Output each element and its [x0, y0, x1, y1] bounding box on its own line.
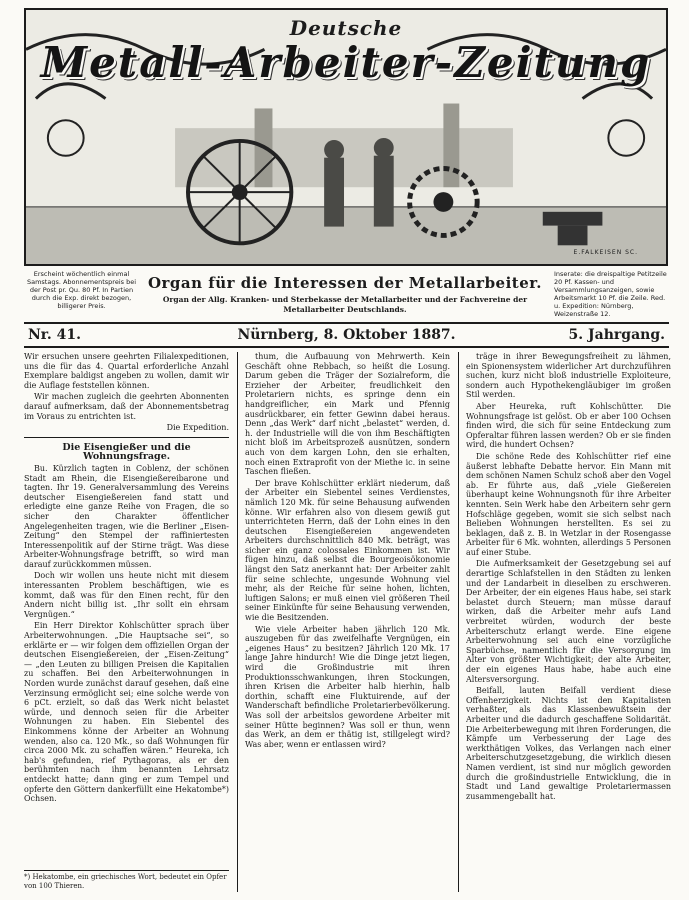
column-1	[24, 352, 229, 892]
column-3	[466, 352, 671, 892]
article-headline: Die Eisengießer und die Wohnungsfrage.	[62, 441, 191, 463]
expedition-signature: Die Expedition.	[166, 423, 229, 433]
issue-line	[24, 322, 669, 348]
article-paragraph: Doch wir wollen uns heute nicht mit diesem interessanten Problem beschäftigen, wie es kommt, daß was für den Einen recht, für den Andern nicht billig ist. „Ihr sollt ein ehrsam Vergnügen.“	[24, 571, 229, 619]
article-paragraph: Ein Herr Direktor Kohlschütter sprach über Arbeiterwohnungen. „Die Hauptsache sei“, so erklärte er — wir folgen dem offiziellen Organ der deutschen Eisengießereien, der „Eisen-Zeitung“ — „den Leuten zu billigen Preisen die Kapitalien zu schaffen. Bei den Arbeiterwohnungen in Norden wurde zunächst darauf gesehen, daß eine Verzinsung ermöglicht sei; eine solche werde von 6 pCt. erzielt, so daß das Werk nicht belastet würde, und dennoch seien für die Arbeiter Wohnungen zu haben. Ein Siebentel des Einkommens könne der Arbeiter an Wohnung wenden, also ca. 120 Mk., so daß Wohnungen für circa 2000 Mk. zu schaffen wären.“ Heureka, ich hab's gefunden, rief Pythagoras, als er den berühmten nach ihm benannten Lehrsatz entdeckt hatte; dann ging er zum Tempel und opferte den Göttern dankerfüllt eine Hekatombe*) Ochsen.	[24, 621, 229, 804]
column-rule	[458, 352, 459, 892]
article-paragraph: Die schöne Rede des Kohlschütter rief eine äußerst lebhafte Debatte hervor. Ein Mann mit dem schönen Namen Schulz schoß aber den Vogel ab. Er führte aus, daß „viele Gießereien überhaupt keine Wohnungsnoth für ihre Arbeiter kennten. Sein Werk habe den Arbeitern sehr gern Hofschläge gegeben, womit sie sich selbst nach Belieben Wohnungen herstellten. Es sei zu beklagen, daß z. B. in Wetzlar in der Rosengasse Arbeiter für 6 Mk. wohnten, allerdings 5 Personen auf einer Stube.	[466, 451, 671, 557]
article-paragraph: Der brave Kohlschütter erklärt niederum, daß der Arbeiter ein Siebentel seines Verdienstes, nämlich 120 Mk. für seine Behausung aufwenden könne. Wir erfahren also von diesem gewiß gut unterrichteten Herrn, daß der Lohn eines in den deutschen Eisengießereien angewendeten Arbeiters durchschnittlich 840 Mk. beträgt, was sicher ein ganz colossales Einkommen ist. Wir fügen hinzu, daß selbst die Bourgeoisökonomie längst den Satz anerkannt hat: Der Arbeiter zahlt für seine schlechte, ungesunde Wohnung viel mehr, als der Reiche für seine hohen, lichten, luftigen Salons; er muß einen viel größeren Theil seiner Einkünfte für seine Behausung verwenden, wie die Besitzenden.	[245, 478, 450, 623]
masthead-title: Metall-Arbeiter-Zeitung	[40, 38, 652, 87]
issue-number: Nr. 41.	[28, 327, 81, 343]
column-2	[245, 352, 450, 892]
masthead-pretitle: Deutsche	[289, 16, 403, 40]
organ-tagline: Organ für die Interessen der Metallarbeiter.	[147, 274, 543, 292]
article-paragraph: Die Aufmerksamkeit der Gesetzgebung sei auf derartige Schlafstellen in den Städten zu lenken und der Landarbeit in dieselben zu erschweren. Der Arbeiter, der ein eigenes Haus habe, sei stark belastet durch Steuern; man müsse darauf wirken, daß die Arbeiter mehr aufs Land verbreitet würden, wodurch der beste Arbeiterschutz erlangt werde. Eine eigene Arbeiterwohnung sei auch eine vorzügliche Sparbüchse, namentlich für die Versorgung im Alter von größter Wichtigkeit; der alte Arbeiter, der ein eigenes Haus habe, habe auch eine Altersversorgung.	[466, 559, 671, 684]
column-rule	[237, 352, 238, 892]
footnote: *) Hekatombe, ein griechisches Wort, bedeutet ein Opfer von 100 Thieren.	[24, 870, 229, 890]
issue-volume: 5. Jahrgang.	[568, 327, 665, 343]
issue-date: Nürnberg, 8. Oktober 1887.	[237, 327, 456, 343]
divider	[24, 437, 229, 438]
expedition-notice: Wir ersuchen unsere geehrten Filialexpeditionen, uns die für das 4. Quartal erforderliche Anzahl Exemplare baldigst angeben zu wollen, damit wir die Auflage feststellen können.	[24, 352, 229, 390]
organ-subtitle: Organ der Allg. Kranken- und Sterbekasse der Metallarbeiter und der Fachvereine der Metallarbeiter Deutschlands.	[162, 295, 528, 314]
article-paragraph: Wie viele Arbeiter haben jährlich 120 Mk. auszugeben für das zweifelhafte Vergnügen, ein „eigenes Haus“ zu besitzen? Jährlich 120 Mk. 17 lange Jahre hindurch! Wie die Dinge jetzt liegen, wird die Großindustrie mit ihren Produktionsschwankungen, ihren Stockungen, ihren Krisen die Arbeiter halb hierhin, halb dorthin, schafft eine Fluktuirende, auf der Wanderschaft befindliche Proletarierbevölkerung. Was soll der arbeitslos gewordene Arbeiter mit seiner Hütte beginnen? Was soll er thun, wenn das Werk, an dem er thätig ist, stillgelegt wird? Was aber, wenn er entlassen wird?	[245, 624, 450, 749]
article-paragraph: Aber Heureka, ruft Kohlschütter. Die Wohnungsfrage ist gelöst. Ob er aber 100 Ochsen finden wird, die sich für seine Entdeckung zum Opferaltar führen lassen werden? Ob er sie finden wird, die hundert Ochsen?	[466, 401, 671, 450]
publication-terms: Erscheint wöchentlich einmal Samstags. Abonnementspreis bei der Post pr. Qu. 80 Pf. In Partien durch die Exp. direkt bezogen, billigerer Preis.	[26, 270, 137, 310]
article-paragraph: Bu. Kürzlich tagten in Coblenz, der schönen Stadt am Rhein, die Eisengießereibarone und tagten. Ihr 19. Generalversammlung des Vereins deutscher Eisengießereien fand statt und erledigte eine ganze Reihe von Fragen, die so sicher den Charakter öffentlicher Angelegenheiten tragen, wie die Berliner „Eisen-Zeitung“ den Stempel der raffiniertesten Interessenpolitik auf der Stirne trägt. Was diese Arbeiter-Wohnungsfrage betrifft, so wird man darauf zurückkommen müssen.	[24, 463, 229, 569]
advertising-terms: Inserate: die dreispaltige Petitzeile 20 Pf. Kassen- und Versammlungsanzeigen, sowie Arbeitsmarkt 10 Pf. die Zeile. Red. u. Expedition: Nürnberg, Weizenstraße 12.	[554, 270, 667, 318]
engraver-credit: E.FALKEISEN SC.	[573, 249, 638, 256]
expedition-notice-2: Wir machen zugleich die geehrten Abonnenten darauf aufmerksam, daß der Abonnementsbetrag im Voraus zu entrichten ist.	[24, 392, 229, 421]
article-paragraph: Beifall, lauten Beifall verdient diese Offenherzigkeit. Nichts ist den Kapitalisten verhaßter, als das Klassenbewußtsein der Arbeiter und die dadurch geschaffene Solidarität. Die Arbeiterbewegung mit ihren Forderungen, die Kämpfe um Verbesserung der Lage des werkthätigen Volkes, das Verlangen nach einer Arbeiterschutzgesetzgebung, die wirklich diesen Namen verdient, ist sind nur möglich geworden durch die großindustrielle Entwicklung, die in Stadt und Land gewaltige Proletariermassen zusammengeballt hat.	[466, 686, 671, 801]
masthead	[24, 8, 668, 266]
article-paragraph: thum, die Aufbauung von Mehrwerth. Kein Geschäft ohne Rebbach, so heißt die Losung. Darum geben die Träger der Sozialreform, die Erzieher der Arbeiter, freudlichkeit den Proletariern nichts, es springe denn ein handgreiflicher, ein Mark und Pfennig ausdrückbarer, ein fetter Gewinn dabei heraus. Denn „das Werk“ darf nicht „belastet“ werden, d. h. der Industrielle will die von ihm Beschäftigten nicht bloß im Arbeitsprozeß ausnützen, sondern auch von dem kargen Lohn, den sie erhalten, noch einen Extraprofit von der Miethe ic. in seine Taschen fließen.	[245, 352, 450, 477]
article-paragraph: träge in ihrer Bewegungsfreiheit zu lähmen, ein Spionensystem widerlicher Art durchzuführen suchen, kurz nicht bloß industrielle Exploiteure, sondern auch Hypothekengläubiger im großen Stil werden.	[466, 352, 671, 400]
